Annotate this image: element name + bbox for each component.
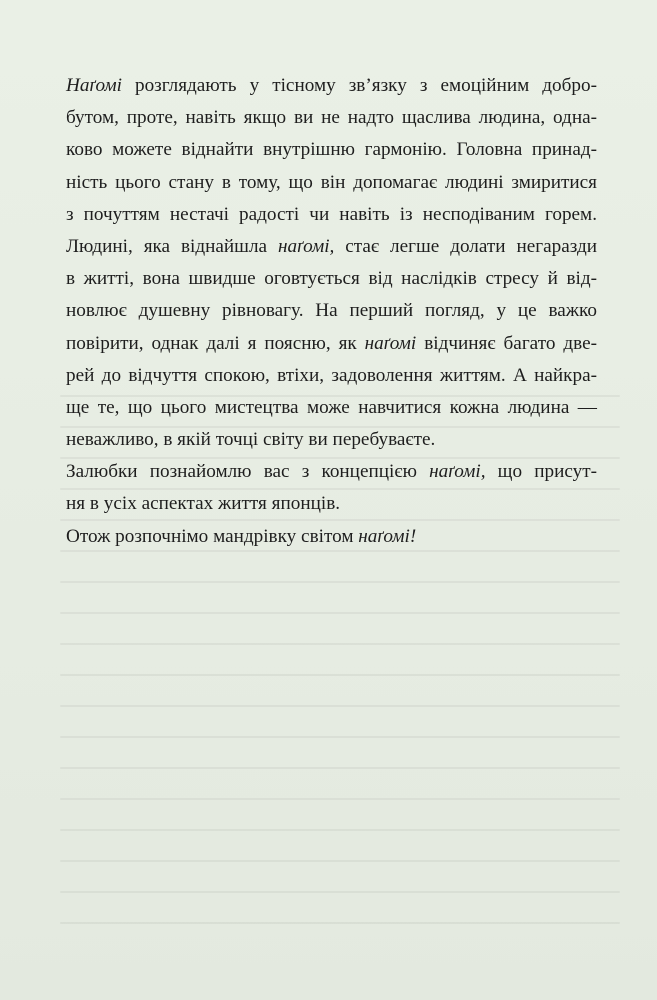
text-segment: новлює душевну рівновагу. На перший погляд, у це важко <box>66 300 597 322</box>
text-segment: ще те, що цього мистецтва може навчитися кожна людина — <box>66 396 597 418</box>
italic-term: наґомі, <box>277 235 335 257</box>
text-segment: відчиняє багато две- <box>416 332 597 354</box>
text-line <box>66 134 597 166</box>
text-line <box>66 231 597 263</box>
italic-term: наґомі <box>364 332 417 354</box>
text-line <box>66 167 597 199</box>
text-segment: неважливо, в якій точці світу ви перебуваєте. <box>66 429 436 451</box>
text-segment: ня в усіх аспектах життя японців. <box>66 493 341 515</box>
italic-term: Наґомі <box>66 75 122 96</box>
paragraph <box>66 521 597 553</box>
text-line <box>66 360 597 392</box>
text-line <box>66 488 597 520</box>
text-segment: Залюбки познайомлю вас з концепцією <box>66 461 430 483</box>
text-segment: бутом, проте, навіть якщо ви не надто щаслива людина, одна- <box>66 107 597 129</box>
text-line <box>66 70 597 102</box>
text-line <box>66 521 597 553</box>
text-line <box>66 456 597 488</box>
text-segment: Людині, яка віднайшла <box>66 235 278 257</box>
text-line <box>66 199 597 231</box>
text-line <box>66 424 597 456</box>
text-segment: ково можете віднайти внутрішню гармонію. Головна принад- <box>66 139 597 161</box>
text-segment: в житті, вона швидше оговтується від наслідків стресу й від- <box>66 268 597 290</box>
italic-term: наґомі, <box>429 461 486 483</box>
text-segment: що присут- <box>485 461 597 483</box>
text-line <box>66 263 597 295</box>
text-segment: розглядають у тісному зв’язку з емоційним добро- <box>121 75 597 96</box>
text-segment: з почуттям нестачі радості чи навіть із несподіваним горем. <box>66 203 597 225</box>
text-segment: стає легше долати негаразди <box>334 235 597 257</box>
text-line <box>66 102 597 134</box>
paragraph <box>66 70 597 456</box>
text-line <box>66 392 597 424</box>
text-segment: рей до відчуття спокою, втіхи, задоволення життям. А найкра- <box>66 364 597 386</box>
text-segment: повірити, однак далі я поясню, як <box>66 332 365 354</box>
body-text <box>66 70 597 553</box>
text-segment: Отож розпочнімо мандрівку світом <box>66 525 359 547</box>
italic-term: наґомі! <box>358 525 417 547</box>
text-segment: ність цього стану в тому, що він допомагає людині змиритися <box>66 171 597 193</box>
text-line <box>66 328 597 360</box>
paragraph <box>66 456 597 520</box>
text-line <box>66 295 597 327</box>
